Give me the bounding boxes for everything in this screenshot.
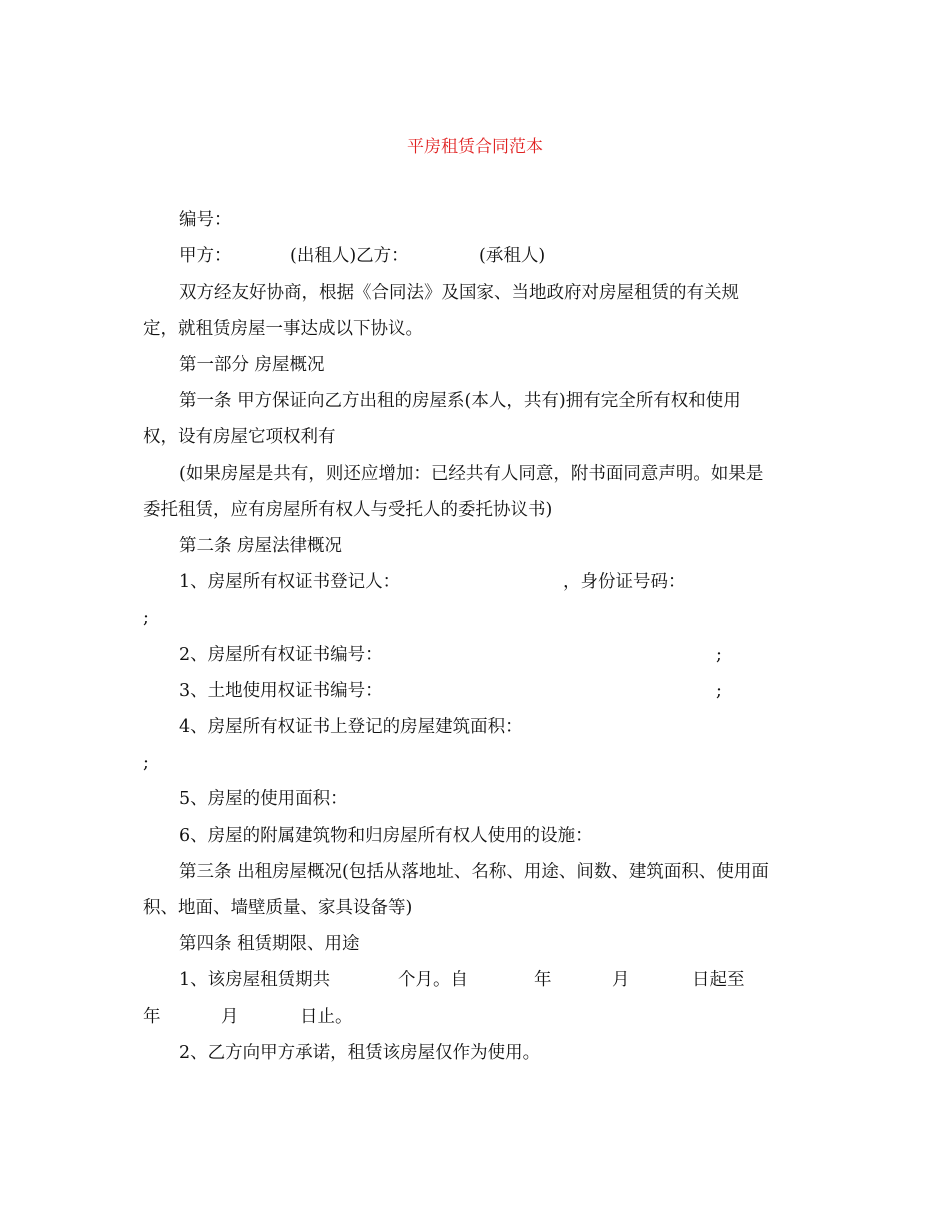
item-4-end-mark: ; [143, 753, 149, 773]
preamble-line-1: 双方经友好协商，根据《合同法》及国家、当地政府对房屋租赁的有关规 [179, 283, 739, 303]
usage-commitment-line: 2、乙方向甲方承诺，租赁该房屋仅作为使用。 [179, 1043, 541, 1063]
item-2-certificate-number-label: 2、房屋所有权证书编号： [179, 645, 383, 665]
article-3-line-2: 积、地面、墙壁质量、家具设备等) [143, 898, 413, 918]
start-day-label: 日起至 [692, 970, 745, 990]
item-3-land-certificate-label: 3、土地使用权证书编号： [179, 681, 383, 701]
document-title: 平房租赁合同范本 [407, 137, 543, 157]
item-3-end-mark: ; [716, 681, 722, 701]
co-owner-note-line-2: 委托租赁，应有房屋所有权人与受托人的委托协议书) [143, 500, 553, 520]
preamble-line-2: 定，就租赁房屋一事达成以下协议。 [143, 319, 423, 339]
article-1-line-2: 权，设有房屋它项权利有 [143, 427, 336, 447]
article-1-line-1: 第一条 甲方保证向乙方出租的房屋系(本人，共有)拥有完全所有权和使用 [179, 391, 741, 411]
end-day-label: 日止。 [300, 1007, 353, 1027]
lease-months-from: 个月。自 [398, 970, 468, 990]
item-1-id-number-label: ，身份证号码： [563, 572, 686, 592]
party-a-label: 甲方： [179, 246, 232, 266]
item-1-registrant-label: 1、房屋所有权证书登记人： [179, 572, 401, 592]
co-owner-note-line-1: (如果房屋是共有，则还应增加：已经共有人同意，附书面同意声明。如果是 [179, 464, 764, 484]
part-one-heading: 第一部分 房屋概况 [179, 355, 325, 375]
item-6-facilities-label: 6、房屋的附属建筑物和归房屋所有权人使用的设施： [179, 826, 593, 846]
lease-term-label: 1、该房屋租赁期共 [179, 970, 331, 990]
end-year-label: 年 [143, 1007, 161, 1027]
article-2-heading: 第二条 房屋法律概况 [179, 536, 343, 556]
start-month-label: 月 [612, 970, 630, 990]
party-b-label: (出租人)乙方： [290, 246, 409, 266]
start-year-label: 年 [534, 970, 552, 990]
item-1-end-mark: ; [143, 608, 149, 628]
article-4-heading: 第四条 租赁期限、用途 [179, 934, 360, 954]
article-3-line-1: 第三条 出租房屋概况(包括从落地址、名称、用途、间数、建筑面积、使用面 [179, 862, 769, 882]
lessee-note: (承租人) [479, 246, 546, 266]
item-5-usable-area-label: 5、房屋的使用面积： [179, 789, 348, 809]
item-2-end-mark: ; [716, 645, 722, 665]
serial-number-label: 编号： [179, 210, 232, 230]
item-4-floor-area-label: 4、房屋所有权证书上登记的房屋建筑面积： [179, 717, 523, 737]
end-month-label: 月 [221, 1007, 239, 1027]
